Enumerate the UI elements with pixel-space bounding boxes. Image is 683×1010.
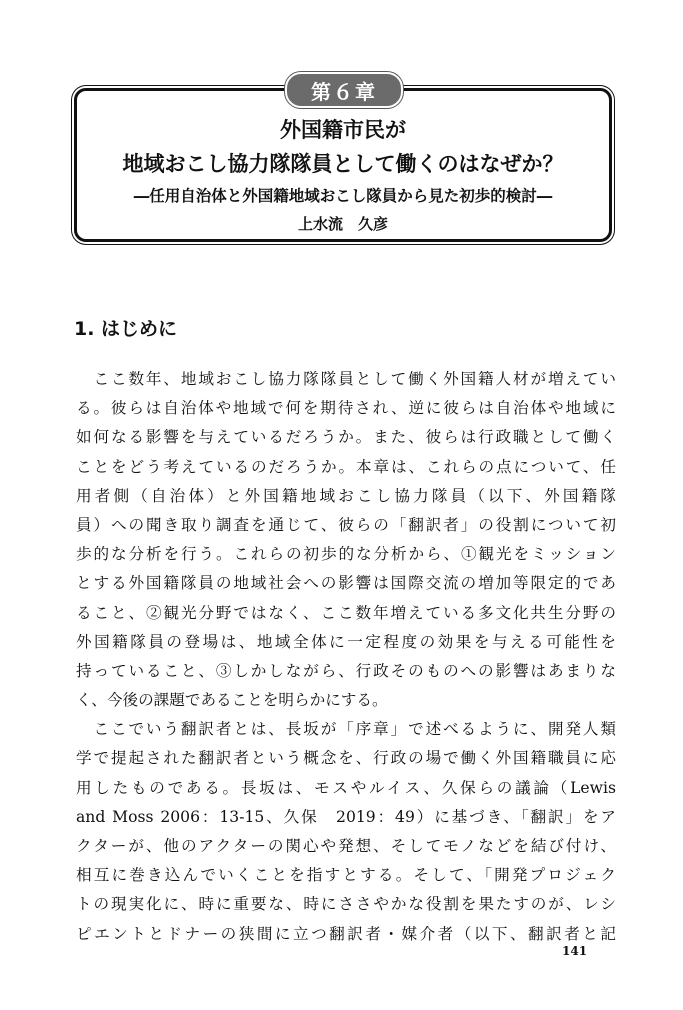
chapter-subtitle: ―任用自治体と外国籍地域おこし隊員から見た初歩的検討― — [133, 187, 553, 205]
body-line: ること、②観光分野ではなく、ここ数年増えている多文化共生分野の — [76, 603, 616, 622]
body-line: 歩的な分析を行う。これらの初歩的な分析から、①観光をミッション — [76, 545, 616, 564]
body-line: and Moss 2006：13-15、久保 2019：49）に基づき、「翻訳」をア — [76, 807, 616, 826]
body-line: 如何なる影響を与えているだろうか。また、彼らは行政職として働く — [76, 428, 616, 447]
body-line: クターが、他のアクターの関心や発想、そしてモノなどを結び付け、 — [76, 837, 616, 855]
body-line: く、今後の課題であることを明らかにする。 — [76, 691, 388, 710]
body-line: 用したものである。長坂は、モスやルイス、久保らの議論（Lewis — [76, 778, 616, 797]
body-line: ことをどう考えているのだろうか。本章は、これらの点について、任 — [76, 457, 616, 476]
section-heading: 1. はじめに — [74, 318, 178, 340]
body-text — [76, 365, 616, 949]
body-line: トの現実化に、時に重要な、時にささやかな役割を果たすのが、レシ — [76, 895, 616, 914]
body-line: ここ数年、地域おこし協力隊隊員として働く外国籍人材が増えてい — [76, 370, 616, 388]
body-line: 用者側（自治体）と外国籍地域おこし協力隊員（以下、外国籍隊 — [76, 486, 616, 505]
body-line: ここでいう翻訳者とは、長坂が「序章」で述べるように、開発人類 — [76, 720, 616, 739]
body-line: 外国籍隊員の登場は、地域全体に一定程度の効果を与える可能性を — [76, 632, 616, 651]
chapter-title-line-2: 地域おこし協力隊隊員として働くのはなぜか？ — [122, 152, 564, 176]
body-line: 持っていること、③しかしながら、行政そのものへの影響はあまりな — [76, 661, 616, 680]
body-line: とする外国籍隊員の地域社会への影響は国際交流の増加等限定的であ — [76, 574, 616, 593]
page-number: 141 — [562, 944, 588, 958]
body-line: 相互に巻き込んでいくことを指すとする。そして、「開発プロジェク — [76, 866, 616, 885]
chapter-number-badge: 第６章 — [285, 72, 403, 108]
chapter-title-line-1: 外国籍市民が — [280, 118, 406, 142]
body-line: る。彼らは自治体や地域で何を期待され、逆に彼らは自治体や地域に — [76, 399, 616, 418]
body-line: 学で提起された翻訳者という概念を、行政の場で働く外国籍職員に応 — [76, 749, 616, 768]
body-line: 員）への聞き取り調査を通じて、彼らの「翻訳者」の役割について初 — [76, 515, 616, 534]
body-line: ピエントとドナーの狭間に立つ翻訳者・媒介者（以下、翻訳者と記 — [76, 924, 616, 943]
chapter-author: 上水流 久彦 — [297, 215, 388, 233]
